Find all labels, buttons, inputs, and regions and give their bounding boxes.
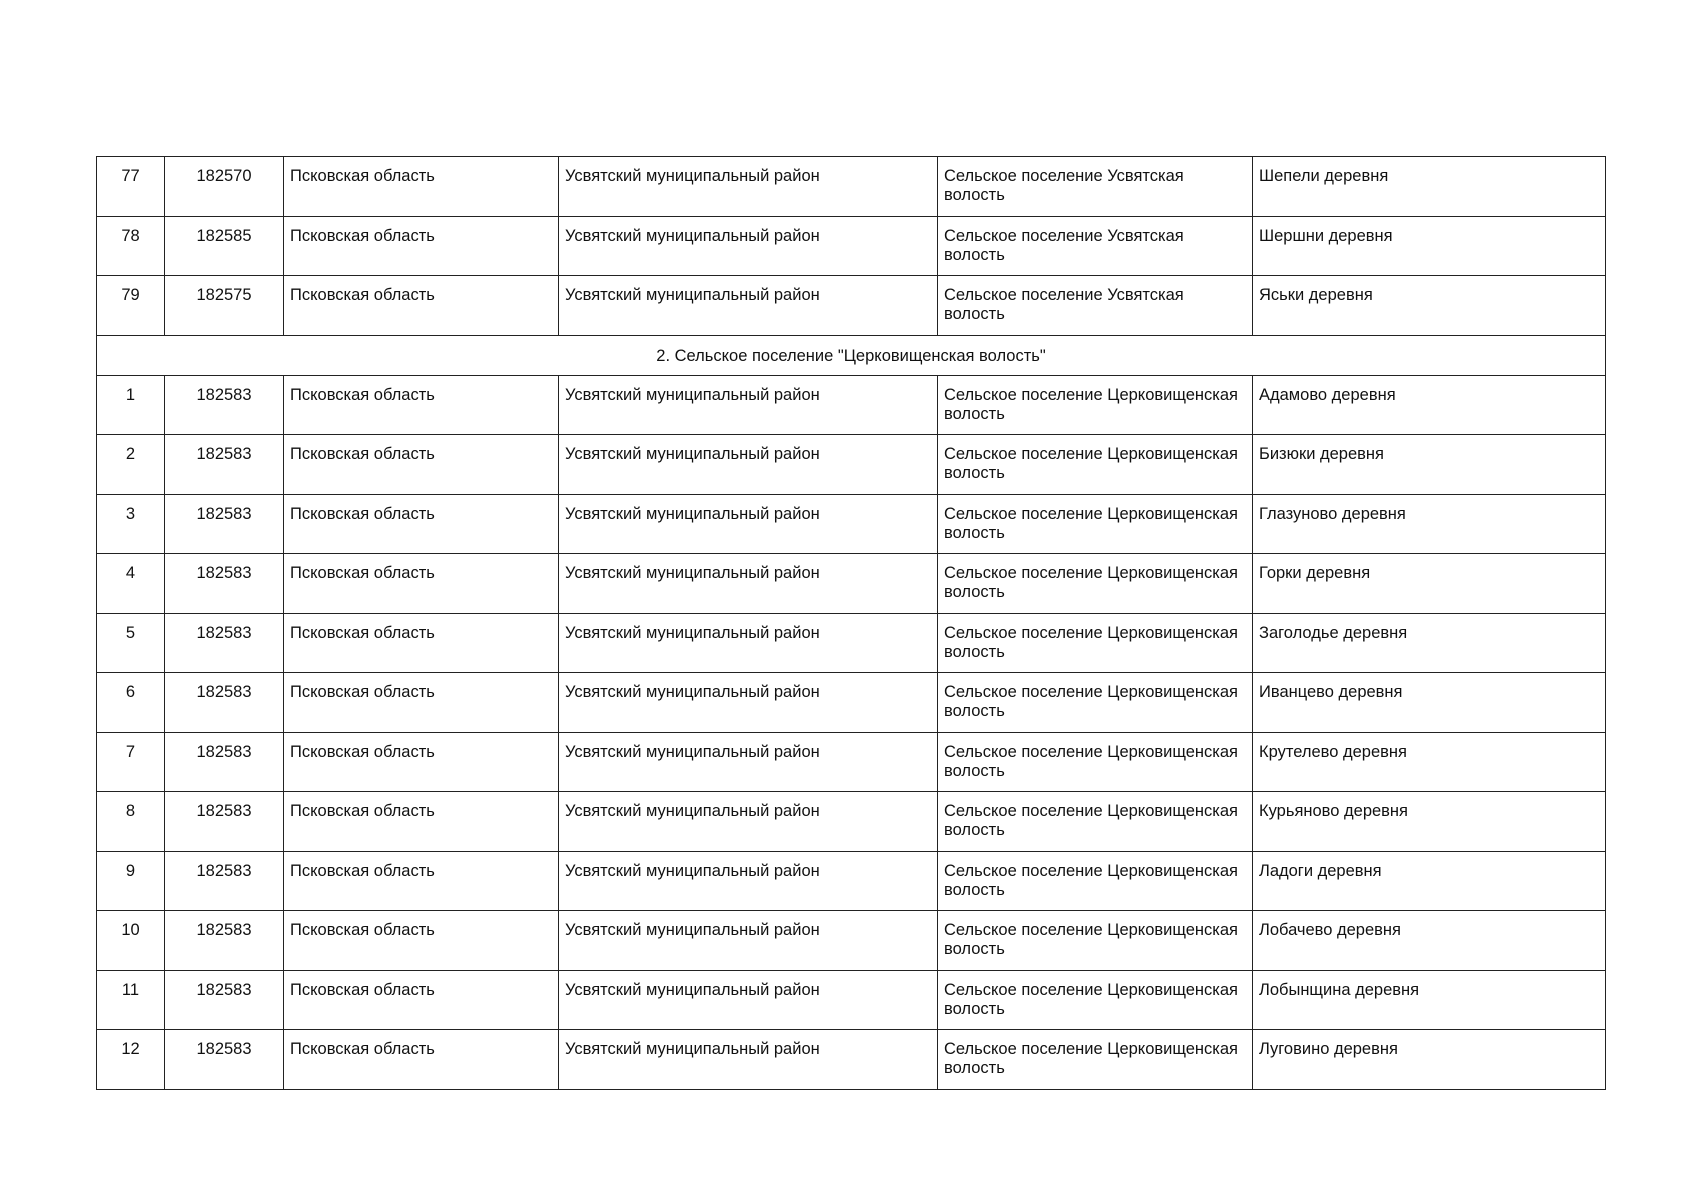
locality-cell: Лобачево деревня	[1253, 911, 1606, 971]
document-page	[96, 156, 1605, 1090]
localities-table	[96, 156, 1606, 1090]
locality-cell: Луговино деревня	[1253, 1030, 1606, 1090]
postal-code-cell: 182583	[165, 851, 284, 911]
region-cell: Псковская область	[284, 157, 559, 217]
postal-code-cell: 182583	[165, 970, 284, 1030]
district-cell: Усвятский муниципальный район	[559, 435, 938, 495]
region-cell: Псковская область	[284, 911, 559, 971]
postal-code-cell: 182575	[165, 276, 284, 336]
locality-cell: Шершни деревня	[1253, 216, 1606, 276]
locality-cell: Горки деревня	[1253, 554, 1606, 614]
locality-cell: Ладоги деревня	[1253, 851, 1606, 911]
district-cell: Усвятский муниципальный район	[559, 216, 938, 276]
locality-cell: Крутелево деревня	[1253, 732, 1606, 792]
locality-cell: Иванцево деревня	[1253, 673, 1606, 733]
locality-cell: Адамово деревня	[1253, 375, 1606, 435]
postal-code-cell: 182583	[165, 494, 284, 554]
postal-code-cell: 182583	[165, 911, 284, 971]
region-cell: Псковская область	[284, 276, 559, 336]
district-cell: Усвятский муниципальный район	[559, 276, 938, 336]
district-cell: Усвятский муниципальный район	[559, 1030, 938, 1090]
region-cell: Псковская область	[284, 613, 559, 673]
settlement-cell: Сельское поселение Церковищенская волость	[938, 792, 1253, 852]
locality-cell: Лобынщина деревня	[1253, 970, 1606, 1030]
row-number-cell: 5	[97, 613, 165, 673]
table-row	[97, 792, 1606, 852]
district-cell: Усвятский муниципальный район	[559, 673, 938, 733]
row-number-cell: 6	[97, 673, 165, 733]
table-row	[97, 673, 1606, 733]
table-row	[97, 911, 1606, 971]
region-cell: Псковская область	[284, 216, 559, 276]
section-heading-row	[97, 335, 1606, 375]
settlement-cell: Сельское поселение Церковищенская волость	[938, 911, 1253, 971]
table-row	[97, 216, 1606, 276]
row-number-cell: 7	[97, 732, 165, 792]
region-cell: Псковская область	[284, 435, 559, 495]
region-cell: Псковская область	[284, 673, 559, 733]
region-cell: Псковская область	[284, 792, 559, 852]
region-cell: Псковская область	[284, 554, 559, 614]
row-number-cell: 3	[97, 494, 165, 554]
settlement-cell: Сельское поселение Усвятская волость	[938, 276, 1253, 336]
district-cell: Усвятский муниципальный район	[559, 851, 938, 911]
table-body	[97, 157, 1606, 1090]
settlement-cell: Сельское поселение Церковищенская волость	[938, 554, 1253, 614]
settlement-cell: Сельское поселение Церковищенская волость	[938, 732, 1253, 792]
row-number-cell: 77	[97, 157, 165, 217]
row-number-cell: 10	[97, 911, 165, 971]
table-row	[97, 613, 1606, 673]
row-number-cell: 11	[97, 970, 165, 1030]
district-cell: Усвятский муниципальный район	[559, 970, 938, 1030]
postal-code-cell: 182583	[165, 792, 284, 852]
locality-cell: Курьяново деревня	[1253, 792, 1606, 852]
district-cell: Усвятский муниципальный район	[559, 613, 938, 673]
postal-code-cell: 182583	[165, 554, 284, 614]
table-row	[97, 732, 1606, 792]
settlement-cell: Сельское поселение Церковищенская волость	[938, 435, 1253, 495]
table-row	[97, 1030, 1606, 1090]
postal-code-cell: 182570	[165, 157, 284, 217]
district-cell: Усвятский муниципальный район	[559, 911, 938, 971]
settlement-cell: Сельское поселение Усвятская волость	[938, 157, 1253, 217]
table-row	[97, 494, 1606, 554]
table-row	[97, 435, 1606, 495]
postal-code-cell: 182583	[165, 1030, 284, 1090]
locality-cell: Яськи деревня	[1253, 276, 1606, 336]
locality-cell: Глазуново деревня	[1253, 494, 1606, 554]
settlement-cell: Сельское поселение Усвятская волость	[938, 216, 1253, 276]
region-cell: Псковская область	[284, 494, 559, 554]
district-cell: Усвятский муниципальный район	[559, 375, 938, 435]
postal-code-cell: 182583	[165, 375, 284, 435]
settlement-cell: Сельское поселение Церковищенская волость	[938, 851, 1253, 911]
region-cell: Псковская область	[284, 851, 559, 911]
row-number-cell: 8	[97, 792, 165, 852]
locality-cell: Заголодье деревня	[1253, 613, 1606, 673]
row-number-cell: 79	[97, 276, 165, 336]
settlement-cell: Сельское поселение Церковищенская волость	[938, 494, 1253, 554]
row-number-cell: 4	[97, 554, 165, 614]
locality-cell: Шепели деревня	[1253, 157, 1606, 217]
table-row	[97, 157, 1606, 217]
row-number-cell: 2	[97, 435, 165, 495]
table-row	[97, 276, 1606, 336]
settlement-cell: Сельское поселение Церковищенская волость	[938, 375, 1253, 435]
locality-cell: Бизюки деревня	[1253, 435, 1606, 495]
section-heading: 2. Сельское поселение "Церковищенская волость"	[97, 335, 1606, 375]
postal-code-cell: 182583	[165, 732, 284, 792]
district-cell: Усвятский муниципальный район	[559, 732, 938, 792]
postal-code-cell: 182583	[165, 673, 284, 733]
row-number-cell: 9	[97, 851, 165, 911]
region-cell: Псковская область	[284, 375, 559, 435]
district-cell: Усвятский муниципальный район	[559, 554, 938, 614]
row-number-cell: 12	[97, 1030, 165, 1090]
region-cell: Псковская область	[284, 1030, 559, 1090]
row-number-cell: 78	[97, 216, 165, 276]
table-row	[97, 554, 1606, 614]
row-number-cell: 1	[97, 375, 165, 435]
settlement-cell: Сельское поселение Церковищенская волость	[938, 970, 1253, 1030]
district-cell: Усвятский муниципальный район	[559, 792, 938, 852]
table-row	[97, 851, 1606, 911]
table-row	[97, 375, 1606, 435]
postal-code-cell: 182583	[165, 435, 284, 495]
postal-code-cell: 182583	[165, 613, 284, 673]
region-cell: Псковская область	[284, 732, 559, 792]
settlement-cell: Сельское поселение Церковищенская волость	[938, 1030, 1253, 1090]
district-cell: Усвятский муниципальный район	[559, 157, 938, 217]
postal-code-cell: 182585	[165, 216, 284, 276]
settlement-cell: Сельское поселение Церковищенская волость	[938, 673, 1253, 733]
district-cell: Усвятский муниципальный район	[559, 494, 938, 554]
table-row	[97, 970, 1606, 1030]
region-cell: Псковская область	[284, 970, 559, 1030]
settlement-cell: Сельское поселение Церковищенская волость	[938, 613, 1253, 673]
